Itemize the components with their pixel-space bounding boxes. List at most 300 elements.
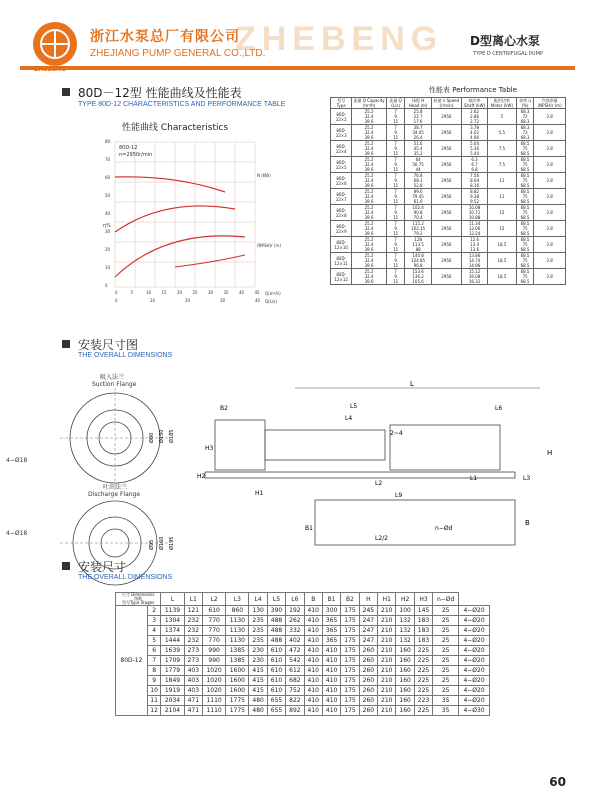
dim-header-cell: H2 [396,593,414,606]
dim-cell: 410 [322,706,340,716]
x-tick-label-ls: 30 [220,298,226,303]
dim-cell: 175 [341,676,359,686]
dim-cell: 488 [267,636,285,646]
perf-cell-eff: 68.5 75 68.5 [516,157,534,173]
dim-cell: 410 [304,616,322,626]
dim-cell: 300 [322,606,340,616]
dim-L5: L5 [350,403,358,410]
dim-cell: 175 [341,696,359,706]
perf-header-cell: 配用功率 Motor (kW) [488,98,517,109]
dim-cell: 1020 [202,686,225,696]
dim-cell: 365 [322,616,340,626]
dim-cell: 770 [202,616,225,626]
dim-cell: 130 [249,606,267,616]
y-tick-label: 70 [105,157,111,162]
dim-B2: B2 [220,405,228,412]
dim-cell: 235 [249,616,267,626]
dim-cell: 245 [359,606,377,616]
dim-cell: 410 [304,646,322,656]
perf-cell-n: 2950 [431,109,461,125]
table-row [331,173,566,189]
dim-cell: 132 [396,616,414,626]
dim-cell: 230 [249,646,267,656]
dim-header-cell: L6 [286,593,304,606]
perf-cell-h: 102.4 90.8 70.4 [405,205,431,221]
dim-header-cell: L [161,593,184,606]
dim-cell: 415 [249,676,267,686]
dim-cell: 1130 [226,616,249,626]
dim-cell: 410 [304,656,322,666]
dim-L9: L9 [395,492,403,499]
dim-header-cell: H3 [414,593,432,606]
dim-header-cell: B2 [341,593,359,606]
perf-cell-type: 80D-12×11 [331,253,352,269]
dim-cell: 210 [378,616,396,626]
perf-cell-type: 80D-12×6 [331,173,352,189]
dim-header-cell: n−Ød [433,593,459,606]
dim-cell: 410 [304,676,322,686]
perf-cell-type: 80D-12×5 [331,157,352,173]
table-row [116,656,490,666]
dim-cell: 4−Ø20 [459,666,490,676]
perf-cell-motor: 15 [488,221,517,237]
perf-cell-h: 38.7 34.05 26.4 [405,125,431,141]
dim-cell: 4−Ø20 [459,606,490,616]
dim-cell: 145 [414,606,432,616]
dim-cell: 365 [322,626,340,636]
perf-cell-npsh: 2.8 [534,269,566,285]
dim-cell: 860 [226,606,249,616]
curve-eta-label: η% [103,223,111,229]
x-tick-label-ls: 0 [115,298,118,303]
section-bullet [62,88,70,96]
dim-cell: 160 [396,676,414,686]
perf-cell-q2: 7 9 11 [386,141,405,157]
dim-cell: 225 [414,646,432,656]
dim-cell: 1919 [161,686,184,696]
dim-cell: 210 [378,646,396,656]
table-row [331,109,566,125]
perf-cell-q2: 7 9 11 [386,125,405,141]
perf-cell-type: 80D-12×9 [331,221,352,237]
perf-cell-q1: 25.2 32.4 39.6 [352,253,386,269]
dim-cell: 4−Ø20 [459,616,490,626]
perf-cell-motor: 15 [488,205,517,221]
dim-cell: 210 [378,706,396,716]
dim-header-cell: L4 [249,593,267,606]
perf-cell-h: 115.2 102.15 79.2 [405,221,431,237]
dim-cell: 35 [433,706,459,716]
corner-top: 尺寸 Dimensions [121,592,155,597]
perf-cell-eff: 68.3 72 68.3 [516,109,534,125]
curve-npsh-label: (NPSH)r (m) [257,243,282,248]
perf-cell-q1: 25.2 32.4 39.6 [352,221,386,237]
perf-header-cell: 流量 Q Capacity (m³/h) [353,98,385,108]
dim-cell: 5 [147,636,161,646]
perf-header-cell: 效率 η (%) [516,98,534,109]
perf-cell-motor: 5.5 [488,125,517,141]
perf-cell-npsh: 2.8 [534,109,566,125]
table-row [116,666,490,676]
dim-cell: 1385 [226,656,249,666]
header-divider [20,66,575,70]
dim-cell: 160 [396,696,414,706]
perf-cell-shaft: 5.04 5.36 5.44 [462,141,488,157]
perf-cell-n: 2950 [431,269,461,285]
dim-cell: 365 [322,636,340,646]
dim-cell: 210 [378,686,396,696]
dim-cell: 488 [267,626,285,636]
perf-cell-shaft: 3.78 4.02 4.06 [462,125,488,141]
dim-cell: 610 [267,656,285,666]
perf-cell-n: 2950 [431,237,461,253]
characteristic-curves [95,137,310,307]
dim-cell: 175 [341,636,359,646]
dim-cell: 410 [304,686,322,696]
pump-assembly-drawing [195,380,565,570]
dim-cell: 132 [396,626,414,636]
dim-cell: 2 [147,606,161,616]
dim-cell: 1385 [226,646,249,656]
perf-cell-shaft: 8.82 9.38 9.52 [462,189,488,205]
curve-x-unit1: Q(m³/h) [265,291,281,296]
perf-cell-motor: 18.5 [488,237,517,253]
dim-L: L [410,380,414,388]
perf-cell-q2: 7 9 11 [386,205,405,221]
perf-cell-type: 80D-12×4 [331,141,352,157]
phi95-label: Ø95 [149,539,155,550]
curve-title: 性能曲线 Characteristics [122,123,229,133]
perf-cell-n: 2950 [431,141,461,157]
dim-cell: 410 [322,686,340,696]
perf-cell-eff: 68.5 75 68.5 [516,173,534,189]
table-row [331,141,566,157]
x-tick-label: 15 [161,290,167,295]
dim-cell: 225 [414,676,432,686]
dim-cell: 990 [202,646,225,656]
perf-cell-shaft: 12.6 13.4 13.6 [462,237,488,253]
dim-cell: 1600 [226,686,249,696]
table-row [116,626,490,636]
dim-cell: 210 [378,666,396,676]
y-tick-label: 20 [105,247,111,252]
table-row [116,636,490,646]
perf-cell-n: 2950 [431,221,461,237]
perf-cell-motor: 11 [488,173,517,189]
perf-cell-n: 2950 [431,125,461,141]
perf-cell-eff: 68.3 73 68.3 [516,125,534,141]
dim-cell: 2034 [161,696,184,706]
table-row [116,706,490,716]
perf-cell-motor: 18.5 [488,253,517,269]
motor [390,425,500,470]
bolt-holes-label-b: 4−Ø18 [6,530,28,537]
dim-cell: 260 [359,706,377,716]
perf-cell-npsh: 2.8 [534,189,566,205]
product-title-en: TYPE D CENTRIFUGAL PUMP [473,51,543,57]
dim-cell: 2104 [161,706,184,716]
dim-cell: 1374 [161,626,184,636]
table-row [116,696,490,706]
dim-cell: 480 [249,706,267,716]
perf-cell-h: 51.6 45.4 35.2 [405,141,431,157]
x-tick-label: 45 [254,290,260,295]
dim-cell: 160 [396,706,414,716]
perf-cell-h: 64 56.75 44 [405,157,431,173]
perf-cell-type: 80D-12×12 [331,269,352,285]
perf-cell-npsh: 2.8 [534,173,566,189]
dim-cell: 25 [433,686,459,696]
perf-cell-n: 2950 [431,173,461,189]
discharge-flange-cn: 吐出法兰 [103,484,128,491]
x-tick-label: 35 [223,290,229,295]
dim-header-cell: H [359,593,377,606]
perf-cell-n: 2950 [431,157,461,173]
x-tick-label-ls: 20 [185,298,191,303]
perf-cell-q2: 7 9 11 [386,189,405,205]
suction-flange-cn: 吸入法兰 [100,374,125,381]
dim-cell: 4−Ø20 [459,636,490,646]
dim-cell: 1600 [226,676,249,686]
dim-cell: 410 [322,656,340,666]
y-tick-label: 40 [105,211,111,216]
dim-cell: 415 [249,666,267,676]
table-row [116,686,490,696]
dim-cell: 235 [249,626,267,636]
dim-cell: 410 [304,636,322,646]
dim-header-cell: L2 [202,593,225,606]
perf-cell-type: 80D-12×8 [331,205,352,221]
dim-cell: 210 [378,696,396,706]
dim-cell: 223 [414,696,432,706]
perf-cell-shaft: 10.08 10.72 10.88 [462,205,488,221]
perf-cell-n: 2950 [431,189,461,205]
section1-title-cn: 80D－12型 性能曲线及性能表 [78,86,242,100]
section2-title-en: THE OVERALL DIMENSIONS [78,352,173,359]
perf-cell-motor: 5 [488,109,517,125]
dim-cell: 1709 [161,656,184,666]
phi150-label: Ø150 [159,429,165,443]
dim-cell: 273 [184,656,202,666]
dim-L6: L6 [495,405,503,412]
dim-cell: 1304 [161,616,184,626]
dim-cell: 402 [286,636,304,646]
dim-header-cell: L3 [226,593,249,606]
perf-header-cell: 扬程 H Head (m) [405,98,431,109]
dim-cell: 25 [433,676,459,686]
base-plate [205,472,515,478]
perf-cell-npsh: 2.8 [534,205,566,221]
dim-cell: 990 [202,656,225,666]
dim-cell: 7 [147,656,161,666]
dim-cell: 3 [147,616,161,626]
dimensions-table [115,592,490,716]
dim-cell: 160 [396,656,414,666]
dim-cell: 175 [341,656,359,666]
x-tick-labels [115,290,260,295]
dim-cell: 410 [322,646,340,656]
dim-cell: 8 [147,666,161,676]
perf-cell-type: 80D-12×3 [331,125,352,141]
perf-cell-h: 128 113.5 88 [405,237,431,253]
perf-cell-eff: 68.5 75 68.5 [516,237,534,253]
perf-cell-q2: 7 9 11 [386,109,405,125]
dim-cell: 183 [414,616,432,626]
dim-cell: 1110 [202,696,225,706]
perf-cell-q2: 7 9 11 [386,157,405,173]
dim-cell: 4−Ø20 [459,646,490,656]
y-tick-label: 30 [105,229,111,234]
company-name-en: ZHEJIANG PUMP GENERAL CO.,LTD. [90,48,266,59]
dim-cell: 25 [433,606,459,616]
perf-cell-motor: 11 [488,189,517,205]
perf-cell-npsh: 2.8 [534,253,566,269]
perf-cell-motor: 7.5 [488,157,517,173]
dim-cell: 35 [433,696,459,706]
section2-title-cn: 安装尺寸图 [78,338,139,352]
pump-head [215,420,265,470]
y-tick-label: 0 [105,283,108,288]
dim-H3: H3 [205,445,214,452]
perf-cell-h: 25.8 22.7 17.6 [405,109,431,125]
npsh-curve [175,255,245,267]
dim-B1: B1 [305,525,313,532]
dim-model-cell: 80D-12 [116,606,148,716]
dim-cell: 183 [414,636,432,646]
dim-cell: 225 [414,656,432,666]
x-tick-label: 10 [146,290,152,295]
dim-cell: 210 [378,626,396,636]
y-tick-label: 80 [105,139,111,144]
dim-cell: 1130 [226,626,249,636]
dim-cell: 682 [286,676,304,686]
dim-B: B [525,519,530,527]
x-tick-label: 40 [239,290,245,295]
dim-cell: 822 [286,696,304,706]
x-tick-label: 5 [130,290,134,295]
perf-cell-n: 2950 [431,253,461,269]
dim-cell: 1130 [226,636,249,646]
dim-cell: 410 [304,666,322,676]
dim-cell: 10 [147,686,161,696]
table-row [331,221,566,237]
dim-H: H [547,449,553,457]
dim-cell: 100 [396,606,414,616]
dim-cell: 1779 [161,666,184,676]
dim-table-header [116,593,490,606]
perf-cell-type: 80D-12×2 [331,109,352,125]
dim-cell: 12 [147,706,161,716]
perf-cell-q1: 25.2 32.4 39.6 [352,237,386,253]
dim-cell: 4−Ø20 [459,656,490,666]
perf-cell-q1: 25.2 32.4 39.6 [352,205,386,221]
logo-emblem-icon [33,22,77,66]
dim-cell: 175 [341,666,359,676]
dim-cell: 235 [249,636,267,646]
phi185-label: Ø185 [169,429,175,443]
dim-cell: 232 [184,616,202,626]
dim-cell: 488 [267,616,285,626]
dim-cell: 1444 [161,636,184,646]
table-row [116,646,490,656]
x-tick-label: 20 [177,290,183,295]
company-logo [33,22,77,66]
dim-cell: 410 [322,696,340,706]
perf-cell-npsh: 2.8 [534,157,566,173]
dim-cell: 247 [359,636,377,646]
dim-cell: 273 [184,646,202,656]
suction-flange-en: Suction Flange [92,381,137,388]
dim-cell: 232 [184,636,202,646]
dim-cell: 542 [286,656,304,666]
corner-mid: 级数 [134,596,143,601]
perf-cell-h: 89.6 79.45 61.6 [405,189,431,205]
x-tick-label: 30 [208,290,214,295]
dim-cell: 1600 [226,666,249,676]
perf-cell-shaft: 15.12 16.08 16.32 [462,269,488,285]
perf-cell-shaft: 2.62 2.86 2.72 [462,109,488,125]
section3-title-en: THE OVERALL DIMENSIONS [78,574,173,581]
dim-L4: L4 [345,415,353,422]
dim-cell: 655 [267,696,285,706]
dim-cell: 210 [378,606,396,616]
table-row [331,157,566,173]
dim-cell: 210 [378,636,396,646]
perf-cell-q1: 25.2 32.4 39.6 [352,157,386,173]
dim-header-cell: H1 [378,593,396,606]
y-tick-labels [105,139,111,288]
table-row [331,269,566,285]
dim-cell: 610 [267,686,285,696]
curve-speed-label: n=2950r/min [119,152,153,158]
perf-cell-npsh: 2.8 [534,221,566,237]
perf-cell-q1: 25.2 32.4 39.6 [352,189,386,205]
dim-cell: 892 [286,706,304,716]
perf-header-cell: 汽蚀余量 (NPSH)r (m) [534,98,566,109]
dim-cell: 247 [359,626,377,636]
section-bullet [62,340,70,348]
perf-cell-q2: 7 9 11 [386,173,405,189]
perf-table-header [331,98,566,109]
suction-flange-drawing [30,388,200,488]
dim-cell: 770 [202,636,225,646]
perf-cell-eff: 68.5 75 68.5 [516,189,534,205]
dim-header-cell: B [304,593,322,606]
perf-cell-q2: 7 9 11 [386,269,405,285]
phi80-label: Ø80 [149,432,155,443]
dim-cell: 410 [322,676,340,686]
dim-cell: 183 [414,626,432,636]
dim-cell: 4−Ø20 [459,676,490,686]
perf-header-cell: 轴功率 Shaft (kW) [462,98,488,109]
curve-power-label: N (KW) [257,173,271,178]
perf-header-cell: 流量 Q (L/s) [386,98,405,109]
dim-L1: L1 [470,475,478,482]
dim-table-corner [116,593,161,606]
dim-H2: H2 [197,473,206,480]
perf-cell-npsh: 2.8 [534,125,566,141]
x-tick-label-ls: 40 [255,298,261,303]
dim-cell: 610 [267,676,285,686]
dim-cell: 175 [341,646,359,656]
perf-cell-q1: 25.2 32.4 39.6 [352,109,386,125]
dim-cell: 410 [322,666,340,676]
dim-cell: 232 [184,626,202,636]
dim-cell: 25 [433,616,459,626]
table-row [331,189,566,205]
dim-cell: 160 [396,666,414,676]
dim-cell: 1775 [226,706,249,716]
